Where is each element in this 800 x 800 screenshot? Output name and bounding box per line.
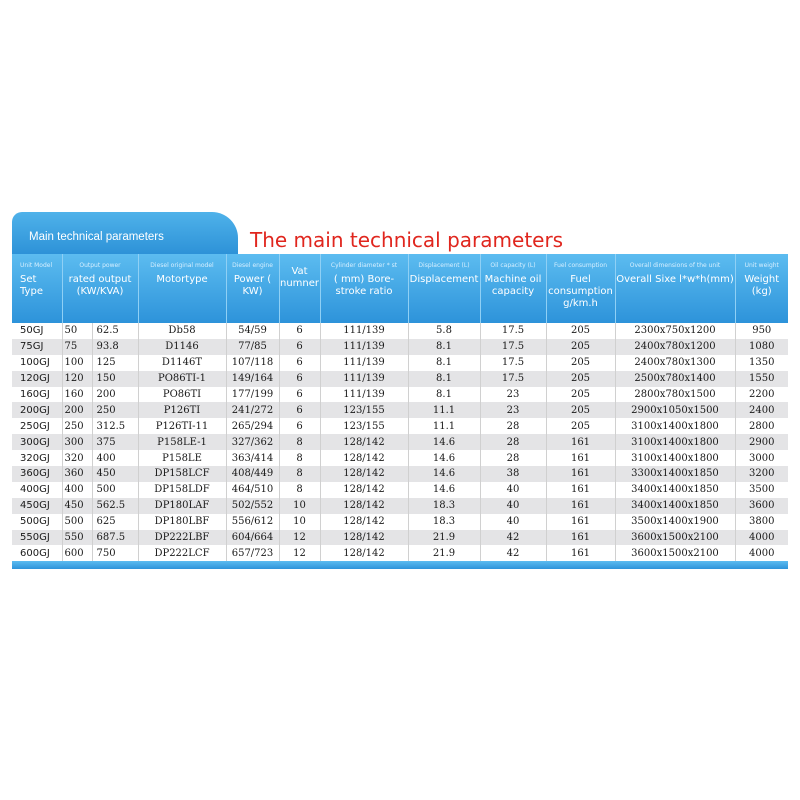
header-vat-numner	[279, 254, 320, 323]
cell-motortype: DP180LBF	[138, 514, 226, 530]
cell-power: 657/723	[226, 545, 279, 561]
cell-oil-capacity: 23	[480, 402, 546, 418]
table-row	[12, 323, 788, 339]
cell-overall-size: 2500x780x1400	[615, 371, 735, 387]
header-oil-capacity-label: Machine oil capacity	[484, 274, 542, 297]
cell-set-type: 50GJ	[12, 323, 62, 339]
cell-bore-stroke: 128/142	[320, 530, 408, 546]
cell-rated-kva: 562.5	[92, 498, 138, 514]
cell-rated-kva: 750	[92, 545, 138, 561]
header-weight-small: Unit weight	[744, 262, 779, 269]
cell-motortype: D1146T	[138, 355, 226, 371]
cell-oil-capacity: 17.5	[480, 371, 546, 387]
header-weight	[735, 254, 788, 323]
cell-fuel-consumption: 161	[546, 482, 615, 498]
cell-rated-kw: 120	[62, 371, 92, 387]
cell-fuel-consumption: 205	[546, 371, 615, 387]
cell-motortype: PO86TI	[138, 387, 226, 403]
cell-weight: 2400	[735, 402, 788, 418]
cell-oil-capacity: 40	[480, 514, 546, 530]
table-header-row	[12, 254, 788, 323]
cell-set-type: 450GJ	[12, 498, 62, 514]
header-rated-output-small: Output power	[79, 262, 121, 269]
cell-weight: 950	[735, 323, 788, 339]
section-tab-label: Main technical parameters	[29, 231, 164, 243]
header-set-type-small: Unit Model	[20, 262, 53, 269]
cell-displacement: 21.9	[408, 530, 480, 546]
cell-rated-kva: 312.5	[92, 418, 138, 434]
cell-rated-kva: 400	[92, 450, 138, 466]
cell-vat-numner: 6	[279, 387, 320, 403]
cell-vat-numner: 6	[279, 402, 320, 418]
header-displacement	[408, 254, 480, 323]
cell-fuel-consumption: 205	[546, 339, 615, 355]
header-fuel-consumption	[546, 254, 615, 323]
cell-weight: 1550	[735, 371, 788, 387]
cell-bore-stroke: 123/155	[320, 402, 408, 418]
header-fuel-consumption-small: Fuel consumption	[553, 262, 608, 269]
header-set-type-label: Set Type	[20, 274, 43, 297]
cell-overall-size: 3100x1400x1800	[615, 434, 735, 450]
cell-bore-stroke: 111/139	[320, 339, 408, 355]
header-motortype	[138, 254, 226, 323]
cell-rated-kw: 550	[62, 530, 92, 546]
cell-set-type: 200GJ	[12, 402, 62, 418]
cell-vat-numner: 8	[279, 434, 320, 450]
header-displacement-small: Displacement (L)	[418, 262, 470, 269]
cell-weight: 2800	[735, 418, 788, 434]
cell-power: 502/552	[226, 498, 279, 514]
header-motortype-small: Diesel original model	[150, 262, 214, 269]
cell-rated-kva: 62.5	[92, 323, 138, 339]
cell-bore-stroke: 111/139	[320, 323, 408, 339]
cell-fuel-consumption: 205	[546, 418, 615, 434]
cell-rated-kw: 160	[62, 387, 92, 403]
header-power-label: Power ( KW)	[233, 274, 272, 297]
cell-oil-capacity: 17.5	[480, 323, 546, 339]
cell-overall-size: 3400x1400x1850	[615, 498, 735, 514]
cell-weight: 1080	[735, 339, 788, 355]
cell-displacement: 18.3	[408, 514, 480, 530]
cell-bore-stroke: 111/139	[320, 355, 408, 371]
cell-rated-kw: 250	[62, 418, 92, 434]
page-title: The main technical parameters	[250, 228, 564, 252]
parameters-table	[12, 254, 788, 561]
cell-displacement: 11.1	[408, 418, 480, 434]
cell-set-type: 120GJ	[12, 371, 62, 387]
cell-vat-numner: 6	[279, 355, 320, 371]
table-row	[12, 339, 788, 355]
cell-motortype: PO86TI-1	[138, 371, 226, 387]
header-displacement-label: Displacement	[409, 274, 479, 285]
cell-bore-stroke: 128/142	[320, 434, 408, 450]
cell-rated-kva: 375	[92, 434, 138, 450]
cell-fuel-consumption: 161	[546, 450, 615, 466]
cell-bore-stroke: 111/139	[320, 387, 408, 403]
cell-fuel-consumption: 161	[546, 434, 615, 450]
cell-displacement: 8.1	[408, 387, 480, 403]
cell-fuel-consumption: 205	[546, 387, 615, 403]
table-row	[12, 355, 788, 371]
table-row	[12, 371, 788, 387]
cell-weight: 2200	[735, 387, 788, 403]
cell-power: 556/612	[226, 514, 279, 530]
header-bore-stroke-label: ( mm) Bore-stroke ratio	[333, 274, 395, 297]
header-bore-stroke-small: Cylinder diameter * st	[330, 262, 398, 269]
cell-weight: 4000	[735, 530, 788, 546]
cell-fuel-consumption: 161	[546, 498, 615, 514]
section-tab	[12, 212, 238, 258]
cell-vat-numner: 6	[279, 339, 320, 355]
cell-set-type: 360GJ	[12, 466, 62, 482]
cell-oil-capacity: 23	[480, 387, 546, 403]
cell-power: 327/362	[226, 434, 279, 450]
cell-set-type: 600GJ	[12, 545, 62, 561]
table-row	[12, 402, 788, 418]
cell-rated-kva: 500	[92, 482, 138, 498]
cell-weight: 3200	[735, 466, 788, 482]
cell-set-type: 100GJ	[12, 355, 62, 371]
table-row	[12, 498, 788, 514]
cell-weight: 4000	[735, 545, 788, 561]
cell-power: 408/449	[226, 466, 279, 482]
header-set-type	[12, 254, 62, 323]
cell-vat-numner: 10	[279, 498, 320, 514]
cell-power: 464/510	[226, 482, 279, 498]
cell-bore-stroke: 111/139	[320, 371, 408, 387]
header-rated-output-label: rated output (KW/KVA)	[68, 274, 132, 297]
cell-motortype: DP158LDF	[138, 482, 226, 498]
cell-rated-kw: 500	[62, 514, 92, 530]
cell-motortype: P158LE	[138, 450, 226, 466]
cell-set-type: 320GJ	[12, 450, 62, 466]
header-overall-size-small: Overall dimensions of the unit	[629, 262, 721, 269]
cell-power: 107/118	[226, 355, 279, 371]
cell-weight: 3500	[735, 482, 788, 498]
cell-displacement: 18.3	[408, 498, 480, 514]
cell-motortype: P126TI-11	[138, 418, 226, 434]
cell-weight: 3800	[735, 514, 788, 530]
cell-displacement: 5.8	[408, 323, 480, 339]
cell-oil-capacity: 17.5	[480, 355, 546, 371]
cell-rated-kva: 93.8	[92, 339, 138, 355]
table-row	[12, 387, 788, 403]
cell-rated-kw: 360	[62, 466, 92, 482]
cell-rated-kva: 250	[92, 402, 138, 418]
cell-power: 177/199	[226, 387, 279, 403]
cell-overall-size: 3100x1400x1800	[615, 418, 735, 434]
cell-weight: 3600	[735, 498, 788, 514]
cell-set-type: 400GJ	[12, 482, 62, 498]
cell-oil-capacity: 28	[480, 418, 546, 434]
header-power	[226, 254, 279, 323]
cell-vat-numner: 6	[279, 323, 320, 339]
cell-fuel-consumption: 205	[546, 402, 615, 418]
cell-bore-stroke: 128/142	[320, 450, 408, 466]
cell-bore-stroke: 123/155	[320, 418, 408, 434]
cell-weight: 1350	[735, 355, 788, 371]
cell-bore-stroke: 128/142	[320, 545, 408, 561]
cell-vat-numner: 12	[279, 545, 320, 561]
cell-rated-kva: 125	[92, 355, 138, 371]
cell-fuel-consumption: 161	[546, 466, 615, 482]
cell-displacement: 8.1	[408, 371, 480, 387]
cell-rated-kw: 200	[62, 402, 92, 418]
cell-bore-stroke: 128/142	[320, 482, 408, 498]
header-fuel-consumption-label: Fuel consumption g/km.h	[548, 274, 613, 309]
header-power-small: Diesel engine	[232, 262, 273, 269]
cell-bore-stroke: 128/142	[320, 466, 408, 482]
cell-set-type: 550GJ	[12, 530, 62, 546]
cell-displacement: 11.1	[408, 402, 480, 418]
cell-rated-kva: 687.5	[92, 530, 138, 546]
cell-power: 149/164	[226, 371, 279, 387]
cell-vat-numner: 10	[279, 514, 320, 530]
table-row	[12, 514, 788, 530]
cell-oil-capacity: 28	[480, 450, 546, 466]
cell-motortype: P158LE-1	[138, 434, 226, 450]
header-motortype-label: Motortype	[156, 274, 208, 285]
parameters-table-wrap	[12, 254, 788, 569]
header-overall-size-label: Overall Sixe l*w*h(mm)	[616, 274, 734, 285]
cell-overall-size: 3400x1400x1850	[615, 482, 735, 498]
cell-power: 77/85	[226, 339, 279, 355]
cell-overall-size: 2400x780x1300	[615, 355, 735, 371]
cell-power: 241/272	[226, 402, 279, 418]
cell-displacement: 14.6	[408, 450, 480, 466]
cell-vat-numner: 12	[279, 530, 320, 546]
cell-displacement: 21.9	[408, 545, 480, 561]
table-row	[12, 418, 788, 434]
cell-motortype: Db58	[138, 323, 226, 339]
cell-set-type: 300GJ	[12, 434, 62, 450]
cell-overall-size: 3500x1400x1900	[615, 514, 735, 530]
cell-oil-capacity: 42	[480, 545, 546, 561]
cell-rated-kva: 625	[92, 514, 138, 530]
cell-fuel-consumption: 205	[546, 355, 615, 371]
header-vat-numner-label: Vat numner	[279, 266, 320, 289]
table-row	[12, 450, 788, 466]
cell-oil-capacity: 42	[480, 530, 546, 546]
cell-displacement: 14.6	[408, 466, 480, 482]
header-oil-capacity-small: Oil capacity (L)	[490, 262, 536, 269]
cell-displacement: 8.1	[408, 355, 480, 371]
cell-rated-kw: 50	[62, 323, 92, 339]
cell-displacement: 14.6	[408, 482, 480, 498]
cell-oil-capacity: 40	[480, 482, 546, 498]
cell-motortype: DP158LCF	[138, 466, 226, 482]
cell-weight: 3000	[735, 450, 788, 466]
header-weight-label: Weight (kg)	[744, 274, 780, 297]
cell-power: 54/59	[226, 323, 279, 339]
cell-rated-kw: 600	[62, 545, 92, 561]
cell-overall-size: 2800x780x1500	[615, 387, 735, 403]
cell-rated-kva: 200	[92, 387, 138, 403]
cell-displacement: 14.6	[408, 434, 480, 450]
cell-fuel-consumption: 161	[546, 545, 615, 561]
cell-rated-kw: 320	[62, 450, 92, 466]
cell-bore-stroke: 128/142	[320, 498, 408, 514]
header-overall-size	[615, 254, 735, 323]
cell-oil-capacity: 28	[480, 434, 546, 450]
cell-power: 265/294	[226, 418, 279, 434]
table-row	[12, 466, 788, 482]
cell-power: 363/414	[226, 450, 279, 466]
cell-displacement: 8.1	[408, 339, 480, 355]
cell-rated-kw: 450	[62, 498, 92, 514]
header-oil-capacity	[480, 254, 546, 323]
cell-set-type: 250GJ	[12, 418, 62, 434]
cell-oil-capacity: 17.5	[480, 339, 546, 355]
cell-vat-numner: 6	[279, 418, 320, 434]
cell-oil-capacity: 38	[480, 466, 546, 482]
cell-motortype: DP180LAF	[138, 498, 226, 514]
table-row	[12, 482, 788, 498]
cell-fuel-consumption: 205	[546, 323, 615, 339]
cell-rated-kw: 75	[62, 339, 92, 355]
cell-rated-kw: 100	[62, 355, 92, 371]
table-row	[12, 530, 788, 546]
cell-rated-kva: 450	[92, 466, 138, 482]
cell-weight: 2900	[735, 434, 788, 450]
cell-overall-size: 2400x780x1200	[615, 339, 735, 355]
cell-rated-kva: 150	[92, 371, 138, 387]
cell-overall-size: 3100x1400x1800	[615, 450, 735, 466]
cell-motortype: DP222LCF	[138, 545, 226, 561]
cell-overall-size: 3300x1400x1850	[615, 466, 735, 482]
cell-vat-numner: 8	[279, 450, 320, 466]
table-body	[12, 323, 788, 561]
table-bottom-bar	[12, 561, 788, 569]
header-rated-output	[62, 254, 138, 323]
cell-fuel-consumption: 161	[546, 514, 615, 530]
cell-motortype: P126TI	[138, 402, 226, 418]
cell-motortype: DP222LBF	[138, 530, 226, 546]
cell-set-type: 160GJ	[12, 387, 62, 403]
cell-set-type: 500GJ	[12, 514, 62, 530]
cell-set-type: 75GJ	[12, 339, 62, 355]
cell-overall-size: 2300x750x1200	[615, 323, 735, 339]
cell-power: 604/664	[226, 530, 279, 546]
header-bore-stroke	[320, 254, 408, 323]
cell-bore-stroke: 128/142	[320, 514, 408, 530]
cell-fuel-consumption: 161	[546, 530, 615, 546]
cell-vat-numner: 6	[279, 371, 320, 387]
cell-rated-kw: 400	[62, 482, 92, 498]
cell-vat-numner: 8	[279, 482, 320, 498]
table-row	[12, 545, 788, 561]
cell-overall-size: 3600x1500x2100	[615, 545, 735, 561]
cell-rated-kw: 300	[62, 434, 92, 450]
cell-motortype: D1146	[138, 339, 226, 355]
cell-oil-capacity: 40	[480, 498, 546, 514]
cell-overall-size: 2900x1050x1500	[615, 402, 735, 418]
cell-vat-numner: 8	[279, 466, 320, 482]
table-row	[12, 434, 788, 450]
cell-overall-size: 3600x1500x2100	[615, 530, 735, 546]
